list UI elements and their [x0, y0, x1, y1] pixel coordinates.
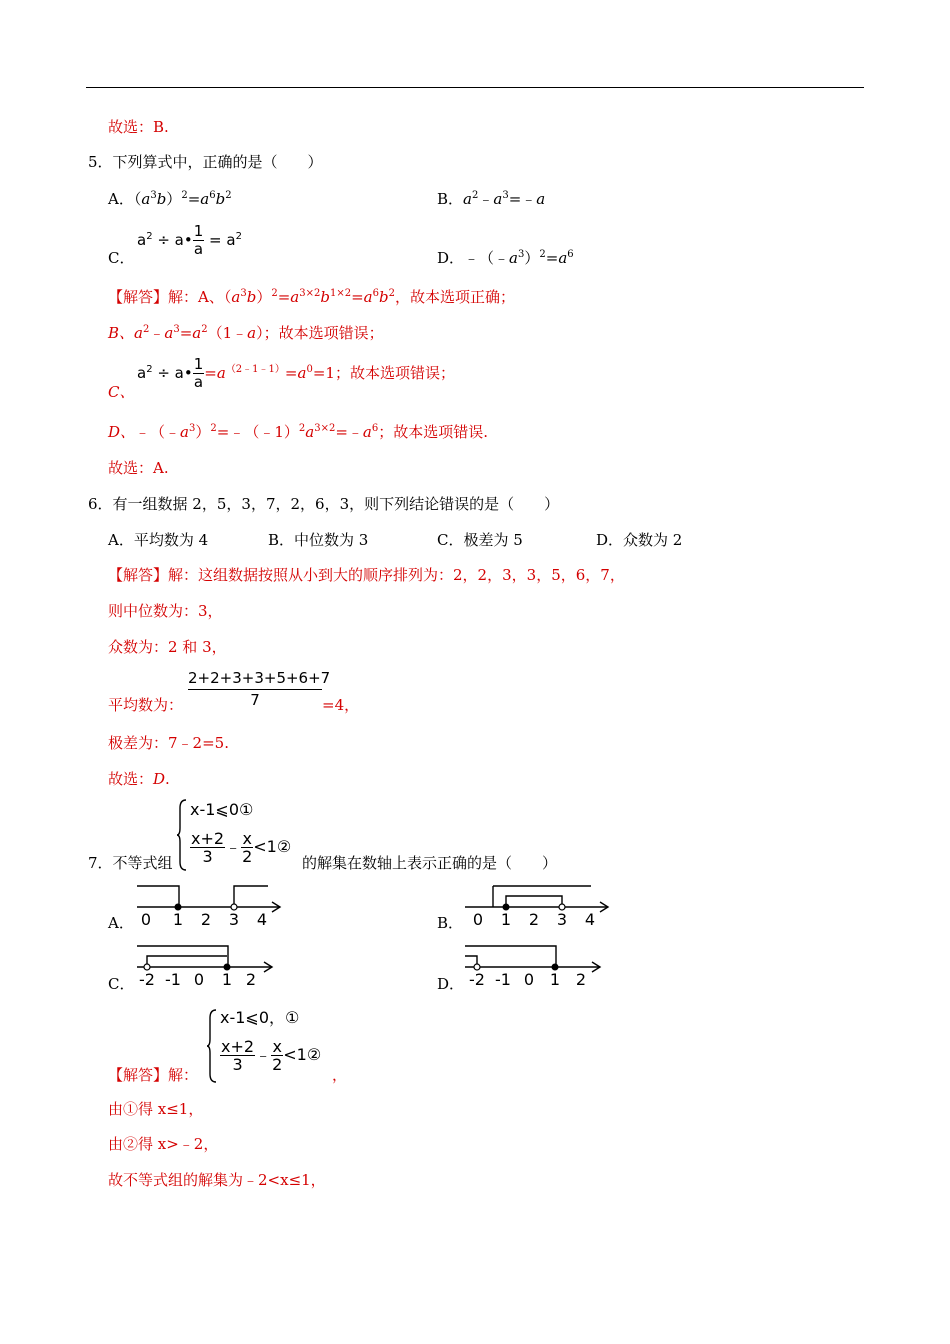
q6-range: 极差为：7﹣2=5.: [108, 734, 229, 752]
tick-label: 4: [584, 910, 596, 929]
q7-stem-brace: [176, 798, 188, 872]
q5-stem: 5．下列算式中，正确的是（ ）: [88, 153, 323, 171]
q4-conclusion: 故选：B.: [108, 118, 169, 136]
q6-option-d: D．众数为 2: [596, 531, 683, 549]
q6-answer-sort: [108, 565, 625, 585]
q7-option-d-label: D．: [437, 975, 465, 993]
q6-answer-sort-text: 解：这组数据按照从小到大的顺序排列为：2，2，3，3，5，6，7，: [168, 566, 625, 584]
solution-bracket-inner: [506, 896, 562, 907]
q7-option-a-label: A．: [108, 914, 134, 932]
q7-stem-ineq2-tail: <1②: [253, 837, 292, 856]
q5-option-c-math: $a^2$ ÷ a• $\frac{1}{a}$ = $a^2$: [137, 222, 242, 258]
q5-option-a-label: A．: [108, 190, 134, 208]
tick-label: 2: [528, 910, 540, 929]
tick-label: 3: [228, 910, 240, 929]
q7-stem-frac2-num: x: [242, 829, 252, 848]
q6-mean-numerator: 2+2+3+3+5+6+7: [188, 668, 322, 690]
q7-answer-frac1-num: x+2: [221, 1037, 255, 1056]
q5-answer-prefix: 解：A、: [168, 288, 224, 306]
q7-stem-prefix: 7．不等式组: [88, 854, 173, 872]
q5-answer-b-tail: ；故本选项错误；: [263, 324, 384, 342]
q5-answer-a-math: $(a^3b)^2=a^{3\times 2}b^{1\times 2}=a^6b^2$: [223, 288, 395, 306]
q5-answer-c-math: $a^2$ ÷ a• $\frac{1}{a}$ $=a^{(2﹣1﹣1)}=a^0=1$；故本选项错误；: [137, 355, 455, 391]
tick-label: 2: [575, 970, 587, 989]
q5-answer-c: [108, 382, 134, 402]
tick-label: -1: [165, 970, 181, 989]
solution-bracket-right: [234, 886, 268, 907]
q6-answer-tag: 【解答】: [108, 566, 169, 584]
tick-label: 2: [245, 970, 257, 989]
tick-label: -2: [139, 970, 155, 989]
tick-label: 1: [221, 970, 233, 989]
q7-option-b-numberline: [463, 880, 613, 930]
q5-option-b: [437, 189, 545, 209]
q7-stem-frac2-den: 2: [242, 847, 253, 866]
q5-answer-b: [108, 323, 384, 343]
q5-answer-d: [108, 422, 488, 442]
q6-mean-fraction: [188, 668, 331, 710]
q5-option-d-label: D．: [437, 249, 465, 267]
q7-step3: 故不等式组的解集为﹣2<x≤1，: [108, 1171, 326, 1189]
header-rule: [86, 87, 864, 88]
q7-answer-ineq2: $\frac{x+2}{3}$ ﹣ $\frac{x}{2}$ <1②: [221, 1037, 322, 1074]
tick-label: 1: [549, 970, 561, 989]
q5-answer-a-tail: ，故本选项正确；: [394, 288, 515, 306]
q7-answer-frac1-den: 3: [232, 1055, 243, 1074]
tick-label: 2: [200, 910, 212, 929]
q5-option-c-label: C．: [108, 249, 135, 267]
q6-option-c: C．极差为 5: [437, 531, 523, 549]
q6-option-b: B．中位数为 3: [268, 531, 369, 549]
q7-answer-brace: [206, 1008, 218, 1084]
tick-label: 0: [472, 910, 484, 929]
q7-option-a-numberline: [135, 880, 285, 930]
q5-option-d: [437, 248, 574, 268]
solution-bracket-inner: [147, 956, 227, 967]
q7-stem-ineq2: $\frac{x+2}{3}$ ﹣ $\frac{x}{2}$ <1②: [191, 829, 292, 866]
q5-answer-b-label: B、: [108, 324, 135, 342]
q6-stem: 6．有一组数据 2，5，3，7，2，6，3，则下列结论错误的是（ ）: [88, 495, 560, 513]
q5-option-a: [108, 189, 232, 209]
q7-stem-suffix: 的解集在数轴上表示正确的是（ ）: [302, 854, 558, 872]
q5-answer-a: [108, 287, 515, 307]
q5-conclusion: 故选：A.: [108, 459, 169, 477]
q5-option-a-math: $(a^3b)^2=a^6b^2$: [133, 190, 232, 208]
q7-answer-frac2-num: x: [272, 1037, 282, 1056]
tick-label: 3: [556, 910, 568, 929]
solution-bracket-inner: [465, 956, 477, 964]
tick-label: 1: [172, 910, 184, 929]
q7-stem-frac1-den: 3: [202, 847, 213, 866]
q7-answer-ineq2-tail: <1②: [283, 1045, 322, 1064]
q7-step2: 由②得 x>﹣2，: [108, 1135, 219, 1153]
tick-label: 1: [500, 910, 512, 929]
q5-option-d-math: $﹣(﹣a^3)^2=a^6$: [464, 249, 574, 267]
q7-step1: 由①得 x≤1，: [108, 1100, 204, 1118]
q7-stem-ineq1: x-1⩽0①: [190, 800, 254, 819]
q7-answer-tag: 【解答】: [108, 1066, 169, 1084]
q7-stem-frac1-num: x+2: [191, 829, 225, 848]
q7-option-d-numberline: [463, 940, 613, 990]
q6-mode: 众数为：2 和 3，: [108, 638, 227, 656]
q7-answer-prefix: 解：: [168, 1066, 199, 1084]
q5-answer-c-tail: ；故本选项错误；: [334, 364, 455, 382]
q5-answer-tag: 【解答】: [108, 288, 169, 306]
solution-bracket-left: [137, 886, 179, 907]
q5-answer-d-math: $﹣(﹣a^3)^2=﹣(﹣1)^2a^{3\times 2}=﹣a^6$: [135, 423, 379, 441]
q7-answer-ineq1: x-1⩽0，①: [220, 1008, 300, 1027]
q6-mean-label: 平均数为：: [108, 696, 184, 714]
q6-median: 则中位数为：3，: [108, 602, 223, 620]
q6-mean-denominator: 7: [250, 691, 260, 709]
q6-conclusion: 故选：D.: [108, 770, 170, 788]
q5-answer-c-label: C、: [108, 383, 135, 401]
q5-option-b-label: B．: [437, 190, 464, 208]
q7-answer-frac2-den: 2: [272, 1055, 283, 1074]
q5-option-b-math: $a^2﹣a^3=﹣a$: [463, 190, 546, 208]
q7-option-c-label: C．: [108, 975, 135, 993]
q7-option-c-numberline: [135, 940, 285, 990]
q5-answer-b-math: $a^2﹣a^3=a^2(1﹣a)$: [134, 324, 264, 342]
q6-mean-result: =4，: [322, 696, 360, 714]
q7-answer-intro: [108, 1065, 198, 1085]
tick-label: 4: [256, 910, 268, 929]
tick-label: -1: [495, 970, 511, 989]
tick-label: 0: [140, 910, 152, 929]
q5-answer-d-label: D、: [108, 423, 136, 441]
q6-option-a: A．平均数为 4: [108, 531, 209, 549]
tick-label: 0: [523, 970, 535, 989]
q7-answer-comma: ，: [332, 1066, 348, 1084]
tick-label: 0: [193, 970, 205, 989]
tick-label: -2: [469, 970, 485, 989]
q7-option-b-label: B．: [437, 914, 464, 932]
q5-answer-d-tail: ；故本选项错误.: [378, 423, 489, 441]
